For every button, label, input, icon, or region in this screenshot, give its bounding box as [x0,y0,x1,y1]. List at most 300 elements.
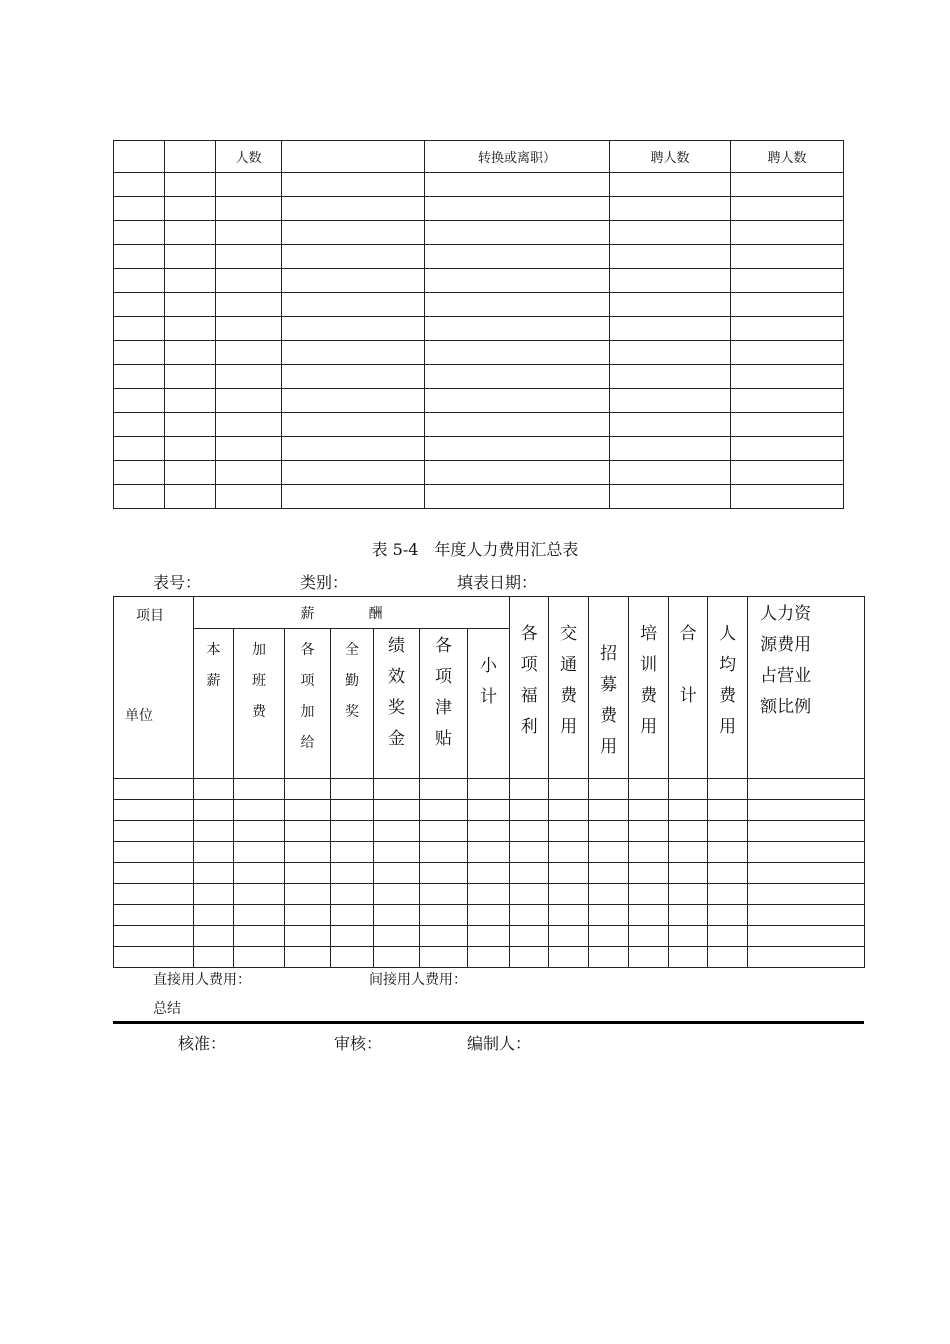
table-cell[interactable] [114,863,194,884]
table-cell[interactable] [468,779,510,800]
table-cell[interactable] [374,905,420,926]
table-cell[interactable] [629,800,669,821]
header-char: 效 [388,667,405,687]
table-cell[interactable] [165,341,216,365]
table-cell[interactable] [708,800,748,821]
training-cost-header [629,597,669,779]
table-cell[interactable] [610,365,731,389]
table-cell[interactable] [216,413,282,437]
table-cell[interactable] [216,293,282,317]
table-cell[interactable] [420,863,468,884]
table-cell[interactable] [425,437,610,461]
table-cell[interactable] [194,884,234,905]
attendance-bonus-header [331,629,374,779]
table-cell[interactable] [331,947,374,968]
header-char: 用 [600,737,618,757]
table-cell[interactable] [216,389,282,413]
project-unit-cell [114,597,194,779]
table-row [114,884,865,905]
table-cell[interactable] [282,437,425,461]
table-cell[interactable] [234,842,285,863]
table-cell[interactable] [468,863,510,884]
table-cell[interactable] [510,821,549,842]
table-cell[interactable] [234,947,285,968]
table-cell[interactable] [285,926,331,947]
table-cell[interactable] [425,245,610,269]
table-cell[interactable] [234,800,285,821]
table-cell[interactable] [748,905,865,926]
recruit-cost-header [589,597,629,779]
table-cell[interactable] [610,413,731,437]
table-cell[interactable] [748,947,865,968]
table-cell[interactable] [425,461,610,485]
table-cell[interactable] [549,779,589,800]
table-cell[interactable] [165,197,216,221]
table-cell[interactable] [669,884,708,905]
table-cell[interactable] [216,197,282,221]
table-cell[interactable] [216,485,282,509]
table-cell[interactable] [114,293,165,317]
table-cell[interactable] [114,365,165,389]
table-cell[interactable] [194,800,234,821]
header-char: 金 [388,729,405,749]
header-char: 计 [679,686,697,706]
table-cell[interactable] [425,413,610,437]
header-char: 津 [435,698,452,718]
header-cell: 聘人数 [731,141,844,173]
table-cell[interactable] [234,863,285,884]
transport-cost-header [549,597,589,779]
header-char: 通 [560,655,578,675]
table-cell[interactable] [331,905,374,926]
table-cell[interactable] [282,389,425,413]
header-char: 用 [560,717,578,737]
table-cell[interactable] [114,317,165,341]
table-cell[interactable] [165,221,216,245]
table-cell[interactable] [748,800,865,821]
table-cell[interactable] [420,884,468,905]
table-cell[interactable] [468,947,510,968]
table-cell[interactable] [285,779,331,800]
table-cell[interactable] [114,905,194,926]
header-char: 贴 [435,729,452,749]
table-cell[interactable] [165,245,216,269]
table-cell[interactable] [629,821,669,842]
table-cell[interactable] [549,884,589,905]
table-cell[interactable] [114,173,165,197]
table-cell[interactable] [234,779,285,800]
header-char: 各 [520,624,538,644]
table-cell[interactable] [708,905,748,926]
table-cell[interactable] [468,905,510,926]
table-cell[interactable] [610,389,731,413]
table-cell[interactable] [425,293,610,317]
table-cell[interactable] [468,821,510,842]
table-cell[interactable] [731,413,844,437]
table-cell[interactable] [114,926,194,947]
table-cell[interactable] [610,197,731,221]
table-cell[interactable] [708,779,748,800]
table-cell[interactable] [748,842,865,863]
header-char: 薪 [206,673,221,689]
table-cell[interactable] [374,926,420,947]
header-char: 培 [640,624,658,644]
subsidies-header [420,629,468,779]
header-char: 加 [252,642,266,658]
table-cell[interactable] [331,821,374,842]
table-cell[interactable] [216,341,282,365]
table-cell[interactable] [114,269,165,293]
table-cell[interactable] [282,365,425,389]
table-cell[interactable] [708,821,748,842]
table-cell[interactable] [420,779,468,800]
table-cell[interactable] [216,317,282,341]
header-char: 项 [520,655,538,675]
header-char: 费 [600,706,618,726]
table-cell[interactable] [510,884,549,905]
summary-label: 总结 [153,1001,181,1017]
table-cell[interactable] [216,245,282,269]
ratio-line: 源费用 [760,635,812,655]
table-cell[interactable] [331,863,374,884]
table-cell[interactable] [468,800,510,821]
table-cell[interactable] [114,485,165,509]
table-cell[interactable] [165,173,216,197]
table-cell[interactable] [589,842,629,863]
table-row [114,365,844,389]
table-cell[interactable] [282,485,425,509]
header-char: 交 [560,624,578,644]
table-cell[interactable] [589,863,629,884]
table-cell[interactable] [510,926,549,947]
table-cell[interactable] [731,173,844,197]
table-cell[interactable] [165,461,216,485]
header-char: 合 [679,624,697,644]
table-cell[interactable] [114,245,165,269]
table-cell[interactable] [194,821,234,842]
table-row [114,842,865,863]
table-cell[interactable] [731,389,844,413]
table-cell[interactable] [282,173,425,197]
table-cell[interactable] [708,926,748,947]
header-char: 奖 [388,698,405,718]
table-cell[interactable] [610,317,731,341]
table-cell[interactable] [708,863,748,884]
table-cell[interactable] [510,842,549,863]
table-cell[interactable] [194,905,234,926]
table-cell[interactable] [285,800,331,821]
table-row [114,245,844,269]
table-cell[interactable] [731,317,844,341]
header-char: 均 [719,655,737,675]
header-char: 用 [719,717,737,737]
table-cell[interactable] [282,413,425,437]
table-cell[interactable] [708,842,748,863]
table-cell[interactable] [374,821,420,842]
table-cell[interactable] [589,947,629,968]
header-char: 计 [480,687,498,707]
table-cell[interactable] [114,461,165,485]
header-char: 班 [252,673,266,689]
table-cell[interactable] [165,437,216,461]
header-char: 训 [640,655,658,675]
header-cell: 聘人数 [610,141,731,173]
table-cell[interactable] [165,485,216,509]
header-char: 各 [435,636,452,656]
table-cell[interactable] [331,779,374,800]
table-cell[interactable] [549,842,589,863]
table-cell[interactable] [194,947,234,968]
table-cell[interactable] [731,221,844,245]
review-label: 审核： [334,1034,383,1053]
table-cell[interactable] [589,800,629,821]
table-cell[interactable] [374,779,420,800]
table-cell[interactable] [285,947,331,968]
table-cell[interactable] [420,800,468,821]
table-cell[interactable] [425,341,610,365]
table-cell[interactable] [425,389,610,413]
table-row [114,317,844,341]
table-cell[interactable] [425,317,610,341]
table-cell[interactable] [194,863,234,884]
base-pay-header [194,629,234,779]
table-cell[interactable] [282,461,425,485]
performance-bonus-header [374,629,420,779]
table-cell[interactable] [589,905,629,926]
table-cell[interactable] [629,863,669,884]
table-cell[interactable] [165,269,216,293]
table-cell[interactable] [731,269,844,293]
header-char: 费 [252,704,266,720]
table-cell[interactable] [285,905,331,926]
table-cell[interactable] [610,173,731,197]
project-label: 项目 [136,608,164,624]
table-cell[interactable] [420,947,468,968]
table-cell[interactable] [610,245,731,269]
table-cell[interactable] [669,863,708,884]
table-cell[interactable] [331,884,374,905]
table-cell[interactable] [468,926,510,947]
table-cell[interactable] [374,863,420,884]
table-row [114,413,844,437]
annual-hr-cost-table [113,596,865,968]
table-cell[interactable] [629,779,669,800]
table-cell[interactable] [282,341,425,365]
table-cell[interactable] [731,485,844,509]
divider-rule [113,1021,864,1024]
table-cell[interactable] [425,197,610,221]
table-cell[interactable] [549,905,589,926]
table-cell[interactable] [589,821,629,842]
table-cell[interactable] [669,842,708,863]
header-char: 福 [520,686,538,706]
table-cell[interactable] [420,842,468,863]
table-cell[interactable] [194,926,234,947]
table-row [114,341,844,365]
header-char: 费 [640,686,658,706]
table-cell[interactable] [629,905,669,926]
table-cell[interactable] [731,245,844,269]
ratio-line: 额比例 [760,697,812,717]
table-row [114,485,844,509]
table-cell[interactable] [589,926,629,947]
table-cell[interactable] [731,293,844,317]
ratio-line: 人力资 [760,604,812,624]
table-cell[interactable] [285,863,331,884]
table-cell[interactable] [629,947,669,968]
table-cell[interactable] [420,926,468,947]
table-cell[interactable] [216,269,282,293]
table-cell[interactable] [114,842,194,863]
table-cell[interactable] [549,947,589,968]
table-cell[interactable] [234,926,285,947]
header-char: 绩 [388,636,405,656]
table-cell[interactable] [165,293,216,317]
table-cell[interactable] [425,485,610,509]
table-cell[interactable] [610,485,731,509]
table-cell[interactable] [510,863,549,884]
table-cell[interactable] [425,269,610,293]
table-cell[interactable] [731,461,844,485]
header-cell [282,141,425,173]
table-cell[interactable] [748,884,865,905]
table-cell[interactable] [216,437,282,461]
table-cell[interactable] [708,884,748,905]
table-cell[interactable] [114,413,165,437]
table-cell[interactable] [669,947,708,968]
direct-cost-label: 直接用人费用： [153,972,251,988]
pay-group-header: 薪 酬 [194,597,510,629]
table-cell[interactable] [468,842,510,863]
table-cell[interactable] [669,926,708,947]
table-row [114,221,844,245]
table-cell[interactable] [282,221,425,245]
table-cell[interactable] [425,365,610,389]
table-cell[interactable] [510,779,549,800]
table-cell[interactable] [114,389,165,413]
header-cell [114,141,165,173]
table-cell[interactable] [114,947,194,968]
table-cell[interactable] [731,197,844,221]
table-cell[interactable] [629,884,669,905]
table-cell[interactable] [510,947,549,968]
table-cell[interactable] [510,905,549,926]
table-cell[interactable] [165,317,216,341]
table-cell[interactable] [282,317,425,341]
table-cell[interactable] [282,197,425,221]
table-cell[interactable] [234,905,285,926]
table-cell[interactable] [420,821,468,842]
table-cell[interactable] [549,821,589,842]
table-cell[interactable] [234,821,285,842]
table-row [114,800,865,821]
table-header-row [114,597,865,629]
table-cell[interactable] [331,800,374,821]
table-cell[interactable] [114,800,194,821]
table-cell[interactable] [114,884,194,905]
table-cell[interactable] [669,905,708,926]
table-cell[interactable] [748,926,865,947]
table-cell[interactable] [114,437,165,461]
table-cell[interactable] [285,842,331,863]
table-cell[interactable] [374,800,420,821]
table-cell[interactable] [165,389,216,413]
table-cell[interactable] [610,461,731,485]
table-cell[interactable] [589,884,629,905]
staffing-table [113,140,844,509]
table-cell[interactable] [425,173,610,197]
table-cell[interactable] [708,947,748,968]
table-cell[interactable] [282,293,425,317]
table-cell[interactable] [282,245,425,269]
table-cell[interactable] [285,821,331,842]
table-cell[interactable] [420,905,468,926]
form-no-label: 表号： [153,573,202,592]
table-cell[interactable] [374,884,420,905]
approve-label: 核准： [178,1034,227,1053]
table-cell[interactable] [731,365,844,389]
header-cell: 人数 [216,141,282,173]
preparer-label: 编制人： [467,1034,532,1053]
table-cell[interactable] [282,269,425,293]
table-cell[interactable] [610,293,731,317]
table-cell[interactable] [669,779,708,800]
table-cell[interactable] [549,863,589,884]
table-cell[interactable] [285,884,331,905]
table-cell[interactable] [114,197,165,221]
table-cell[interactable] [216,461,282,485]
table-cell[interactable] [216,221,282,245]
table-cell[interactable] [216,173,282,197]
table-cell[interactable] [610,269,731,293]
table-cell[interactable] [629,842,669,863]
table-cell[interactable] [425,221,610,245]
table-cell[interactable] [331,926,374,947]
table-cell[interactable] [194,842,234,863]
table-cell[interactable] [165,413,216,437]
table-cell[interactable] [610,221,731,245]
table-cell[interactable] [194,779,234,800]
table-cell[interactable] [669,800,708,821]
table-cell[interactable] [468,884,510,905]
table-cell[interactable] [731,341,844,365]
table-row [114,926,865,947]
table-cell[interactable] [731,437,844,461]
table-row [114,947,865,968]
table-cell[interactable] [114,779,194,800]
table-cell[interactable] [114,341,165,365]
table-cell[interactable] [748,863,865,884]
table-cell[interactable] [589,779,629,800]
table-cell[interactable] [549,800,589,821]
table-cell[interactable] [610,341,731,365]
table-cell[interactable] [610,437,731,461]
table-cell[interactable] [549,926,589,947]
table-cell[interactable] [374,947,420,968]
table-cell[interactable] [510,800,549,821]
table-cell[interactable] [216,365,282,389]
table-cell[interactable] [331,842,374,863]
table-cell[interactable] [748,821,865,842]
table-cell[interactable] [114,821,194,842]
table-cell[interactable] [374,842,420,863]
table-cell[interactable] [629,926,669,947]
table-cell[interactable] [114,221,165,245]
table-cell[interactable] [165,365,216,389]
table-cell[interactable] [234,884,285,905]
table-cell[interactable] [669,821,708,842]
table-cell[interactable] [748,779,865,800]
